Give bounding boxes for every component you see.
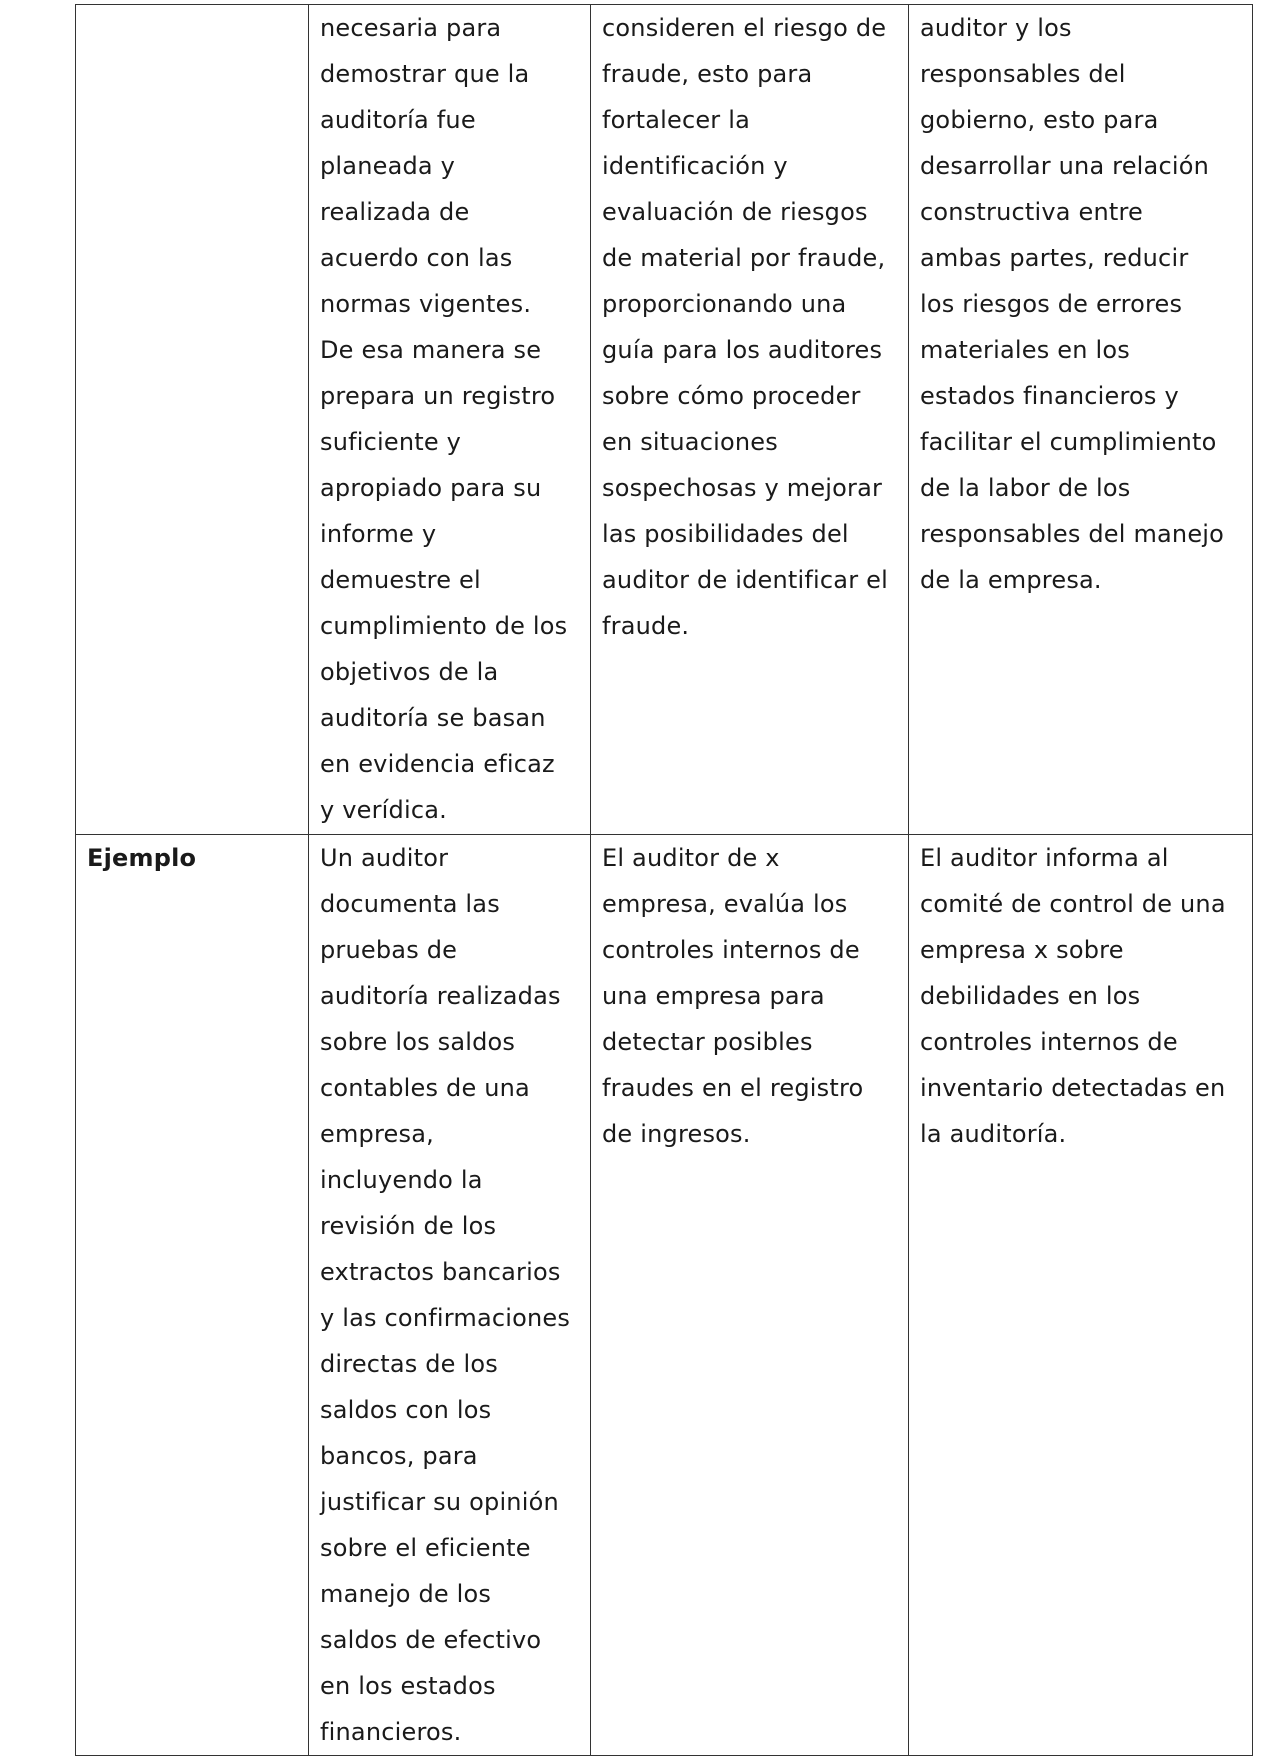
cell-text-line: y las confirmaciones: [320, 1304, 571, 1332]
cell-text-line: demostrar que la: [320, 60, 530, 88]
cell-text-line: documenta las: [320, 890, 500, 918]
row-label-cell: [76, 835, 309, 1756]
cell-text-line: auditor y los: [920, 14, 1072, 42]
table-row-example: [76, 835, 1253, 1756]
table-cell: [909, 5, 1253, 835]
cell-text-line: en los estados: [320, 1672, 496, 1700]
table-cell: [309, 835, 591, 1756]
cell-text-line: necesaria para: [320, 14, 502, 42]
cell-text-line: El auditor de x: [602, 844, 780, 872]
cell-text-line: demuestre el: [320, 566, 481, 594]
cell-text-line: fortalecer la: [602, 106, 750, 134]
cell-text-line: acuerdo con las: [320, 244, 513, 272]
cell-text-line: auditoría realizadas: [320, 982, 561, 1010]
cell-text-line: pruebas de: [320, 936, 458, 964]
cell-text-line: la auditoría.: [920, 1120, 1067, 1148]
table-cell: [591, 835, 909, 1756]
cell-text-line: apropiado para su: [320, 474, 542, 502]
cell-text-line: bancos, para: [320, 1442, 478, 1470]
cell-text-line: justificar su opinión: [320, 1488, 559, 1516]
cell-text-line: prepara un registro: [320, 382, 556, 410]
cell-text-line: auditor de identificar el: [602, 566, 888, 594]
cell-text-line: consideren el riesgo de: [602, 14, 887, 42]
cell-text-line: auditoría fue: [320, 106, 476, 134]
cell-text-line: Un auditor: [320, 844, 449, 872]
cell-text-line: sobre los saldos: [320, 1028, 516, 1056]
cell-text-line: y verídica.: [320, 796, 447, 824]
cell-text-line: gobierno, esto para: [920, 106, 1159, 134]
cell-text-line: ambas partes, reducir: [920, 244, 1189, 272]
cell-text-line: normas vigentes.: [320, 290, 532, 318]
row-label-cell: [76, 5, 309, 835]
cell-text-line: controles internos de: [602, 936, 860, 964]
cell-text-line: desarrollar una relación: [920, 152, 1210, 180]
cell-text-line: responsables del manejo: [920, 520, 1225, 548]
cell-text-line: saldos de efectivo: [320, 1626, 542, 1654]
cell-text-line: una empresa para: [602, 982, 825, 1010]
cell-text-line: extractos bancarios: [320, 1258, 561, 1286]
cell-text-line: contables de una: [320, 1074, 530, 1102]
cell-text-line: constructiva entre: [920, 198, 1143, 226]
row-label: Ejemplo: [87, 844, 197, 872]
cell-text-line: De esa manera se: [320, 336, 542, 364]
cell-text-line: detectar posibles: [602, 1028, 813, 1056]
cell-text-line: en evidencia eficaz: [320, 750, 555, 778]
cell-text-line: estados financieros y: [920, 382, 1179, 410]
cell-text-line: de material por fraude,: [602, 244, 886, 272]
cell-text-line: sobre el eficiente: [320, 1534, 531, 1562]
cell-text-line: identificación y: [602, 152, 788, 180]
cell-text-line: de ingresos.: [602, 1120, 751, 1148]
cell-text-line: El auditor informa al: [920, 844, 1169, 872]
cell-text-line: sospechosas y mejorar: [602, 474, 883, 502]
cell-text-line: manejo de los: [320, 1580, 492, 1608]
cell-text-line: controles internos de: [920, 1028, 1178, 1056]
cell-text-line: inventario detectadas en: [920, 1074, 1226, 1102]
cell-text-line: debilidades en los: [920, 982, 1141, 1010]
cell-text-line: fraude, esto para: [602, 60, 813, 88]
cell-text-line: fraudes en el registro: [602, 1074, 864, 1102]
table-cell: [909, 835, 1253, 1756]
cell-text-line: saldos con los: [320, 1396, 492, 1424]
cell-text-line: directas de los: [320, 1350, 498, 1378]
cell-text-line: incluyendo la: [320, 1166, 483, 1194]
cell-text-line: empresa,: [320, 1120, 434, 1148]
cell-text-line: fraude.: [602, 612, 690, 640]
cell-text-line: financieros.: [320, 1718, 462, 1746]
cell-text-line: auditoría se basan: [320, 704, 546, 732]
cell-text-line: empresa, evalúa los: [602, 890, 848, 918]
cell-text-line: realizada de: [320, 198, 470, 226]
cell-text-line: en situaciones: [602, 428, 778, 456]
cell-text-line: proporcionando una: [602, 290, 847, 318]
cell-text-line: evaluación de riesgos: [602, 198, 868, 226]
cell-text-line: planeada y: [320, 152, 456, 180]
cell-text-line: revisión de los: [320, 1212, 497, 1240]
cell-text-line: suficiente y: [320, 428, 462, 456]
cell-text-line: cumplimiento de los: [320, 612, 568, 640]
cell-text-line: de la empresa.: [920, 566, 1102, 594]
cell-text-line: empresa x sobre: [920, 936, 1124, 964]
cell-text-line: materiales en los: [920, 336, 1130, 364]
cell-text-line: de la labor de los: [920, 474, 1131, 502]
cell-text-line: responsables del: [920, 60, 1126, 88]
cell-text-line: informe y: [320, 520, 437, 548]
comparison-table: [75, 4, 1253, 1756]
table-cell: [591, 5, 909, 835]
cell-text-line: comité de control de una: [920, 890, 1226, 918]
cell-text-line: objetivos de la: [320, 658, 499, 686]
table-cell: [309, 5, 591, 835]
cell-text-line: sobre cómo proceder: [602, 382, 861, 410]
cell-text-line: los riesgos de errores: [920, 290, 1183, 318]
cell-text-line: guía para los auditores: [602, 336, 883, 364]
cell-text-line: facilitar el cumplimiento: [920, 428, 1217, 456]
cell-text-line: las posibilidades del: [602, 520, 849, 548]
table-row-continuation: [76, 5, 1253, 835]
